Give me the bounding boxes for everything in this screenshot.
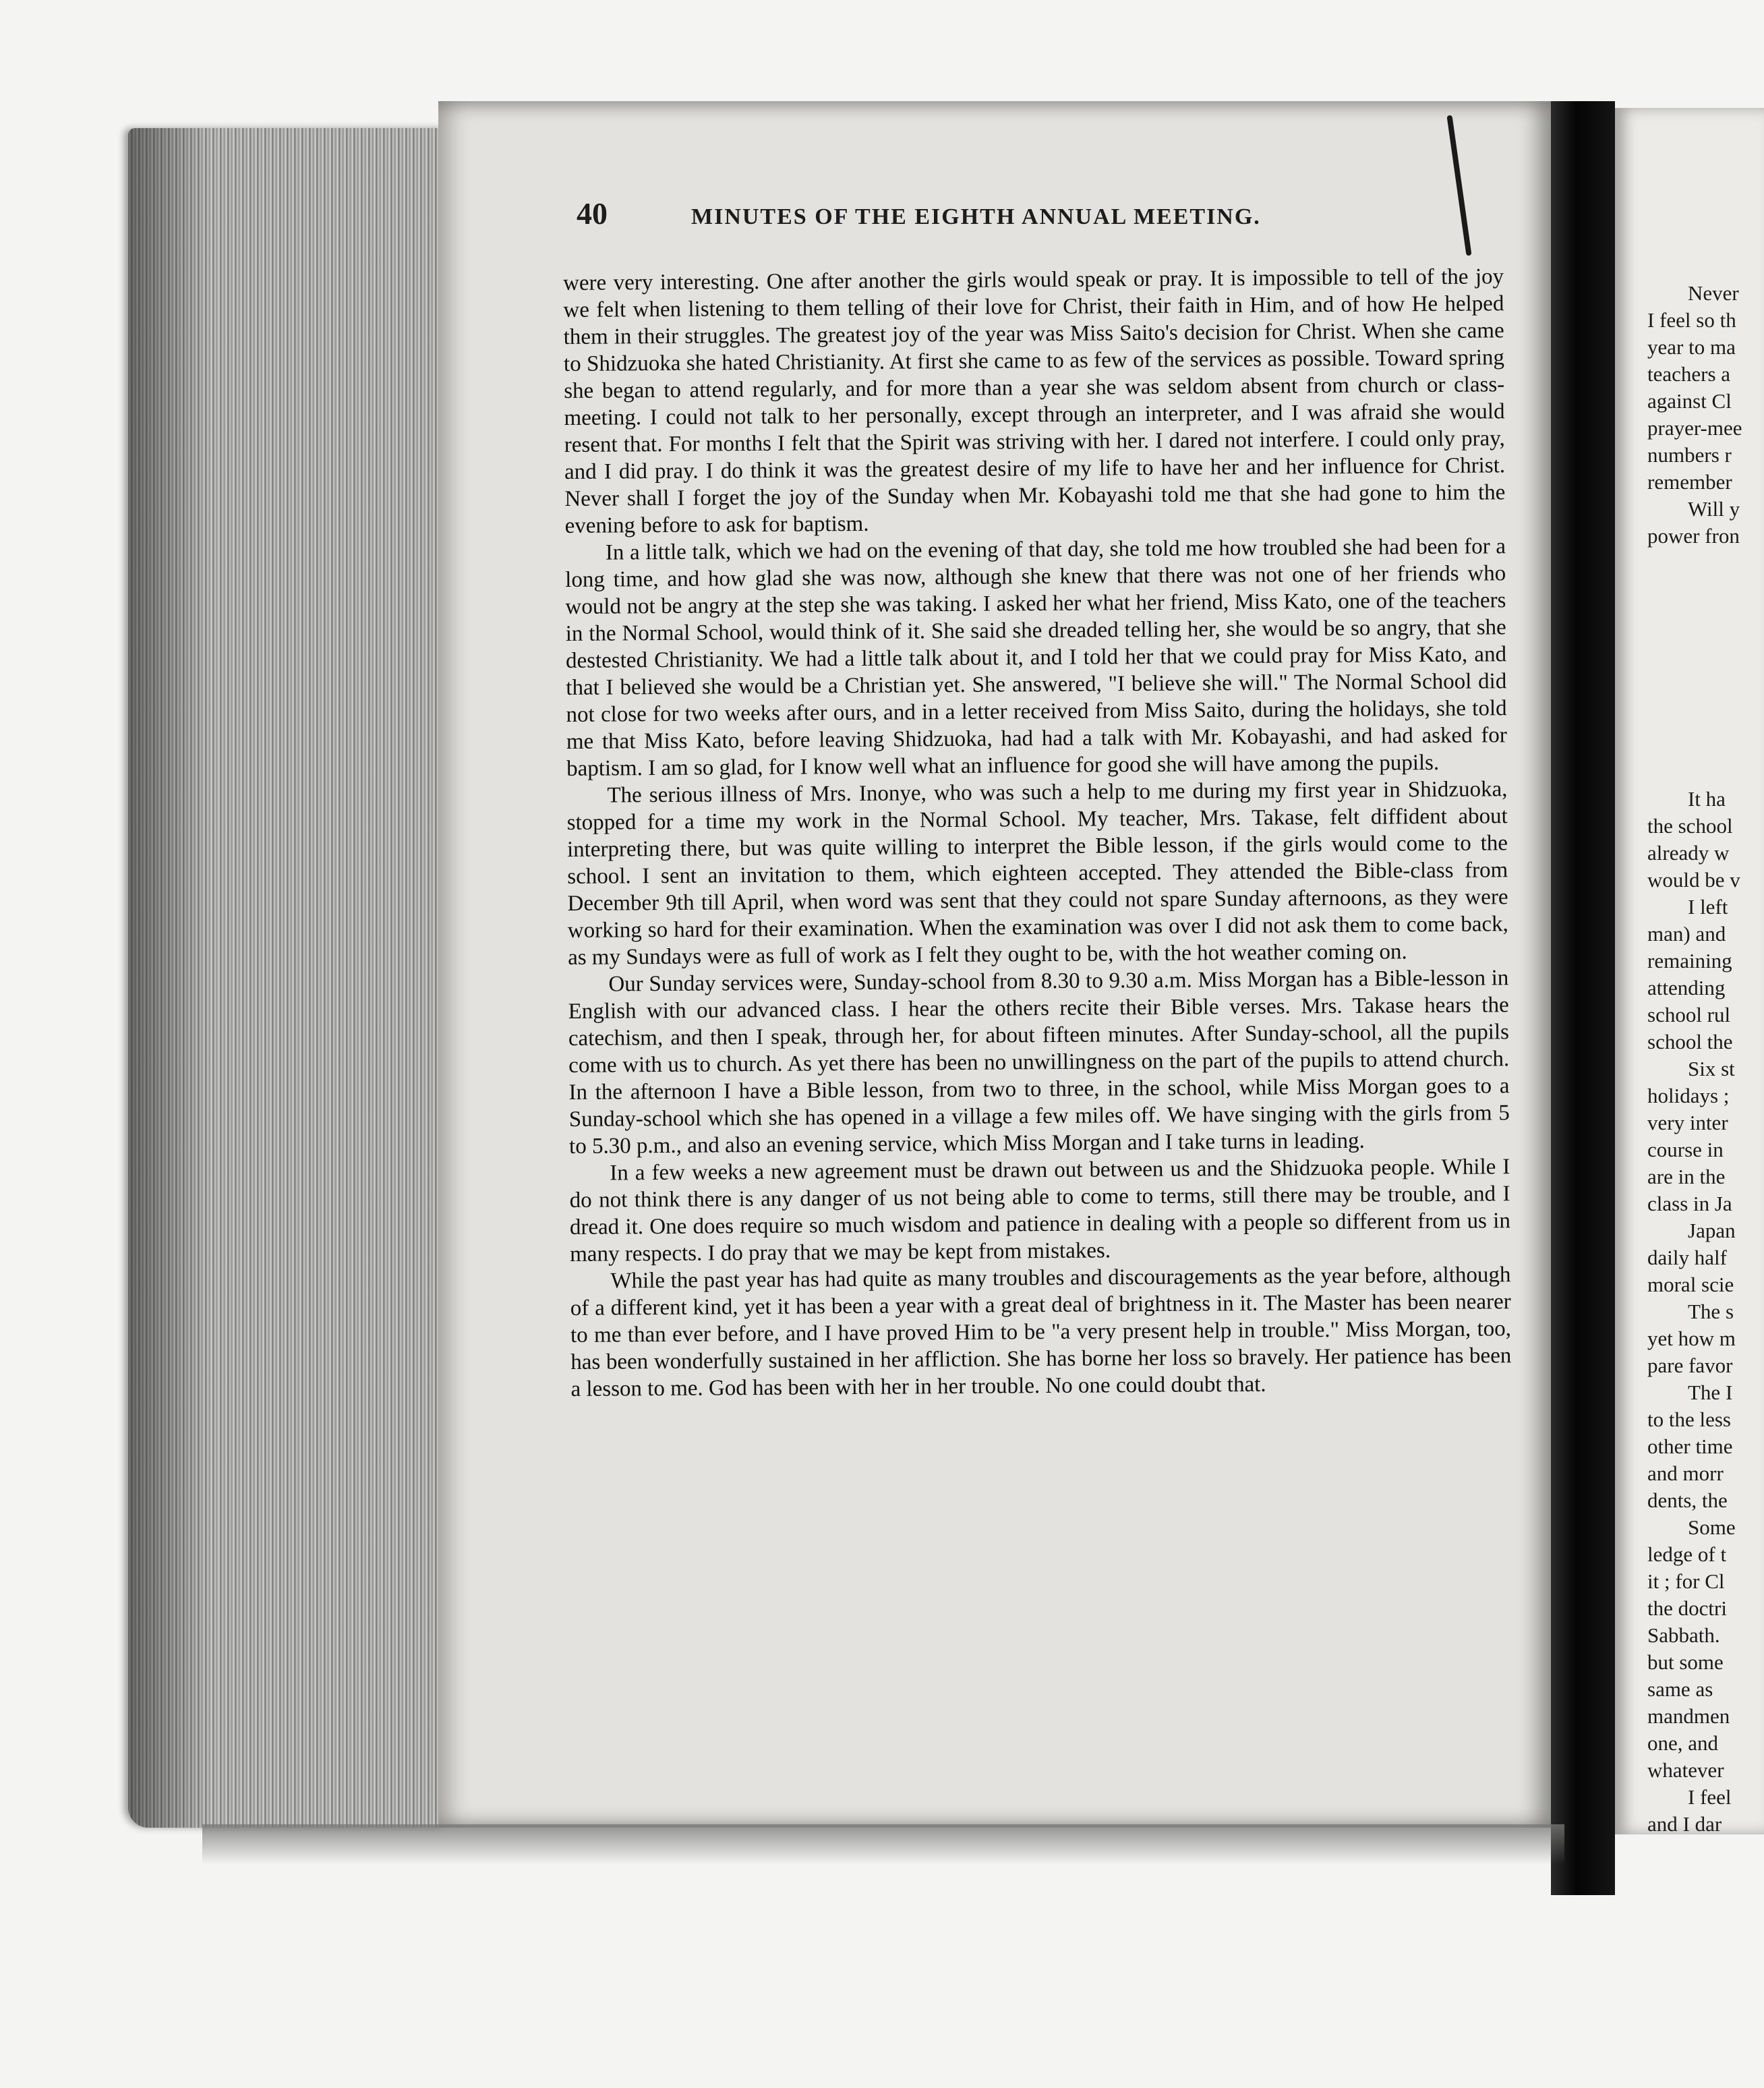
right-line: yet how m	[1647, 1327, 1736, 1350]
right-line: and morr	[1647, 1461, 1724, 1485]
right-line: daily half	[1647, 1246, 1727, 1269]
right-line: power fron	[1647, 524, 1740, 548]
right-line: are in the	[1647, 1165, 1726, 1188]
right-page-bottom-lines	[1647, 786, 1764, 1834]
right-line: attending	[1647, 976, 1726, 999]
right-line: ledge of t	[1647, 1542, 1727, 1566]
paragraph-1: were very interesting. One after another the girls would speak or pray. It is impossible to tell of the joy we felt when listening to them telling of their love for Christ, their faith in Him, and of how He helped them in their struggles. The greatest joy of the year was Miss Saito's decision for Christ. When she came to Shidzuoka she hated Christianity. At first she came to as few of the services as possible. Toward spring she began to attend regularly, and for more than a year she was seldom absent from church or class-meeting. I could not talk to her personally, except through an interpreter, and I was afraid she would resent that. For months I felt that the Spirit was striving with her. I dared not interfere. I could only pray, and I did pray. I do think it was the greatest desire of my life to have her and her influence for Christ. Never shall I forget the joy of the Sunday when Mr. Kobayashi told me that she had gone to him the evening before to ask for baptism.	[563, 264, 1506, 538]
right-line: the school	[1647, 814, 1733, 838]
right-line: I feel so th	[1647, 308, 1736, 332]
right-line: against Cl	[1647, 389, 1732, 413]
right-line: numbers r	[1647, 443, 1732, 467]
right-line: The s	[1688, 1300, 1734, 1323]
right-line: prayer-mee	[1647, 416, 1742, 440]
right-line: very inter	[1647, 1111, 1728, 1134]
page-edge-shadow	[128, 128, 209, 1828]
running-title: MINUTES OF THE EIGHTH ANNUAL MEETING.	[691, 204, 1261, 229]
right-line: Some	[1688, 1515, 1736, 1539]
right-line: and I dar	[1647, 1812, 1722, 1834]
paragraph-6: While the past year has had quite as many troubles and discouragements as the year before, although of a different kind, yet it has been a year with a great deal of brightness in it. The Master has been nearer to me than ever before, and I have proved Him to be "a very present help in trouble." Miss Morgan, too, has been wonderfully sustained in her affliction. She has borne her loss so bravely. Her patience has been a lesson to me. God has been with her in her trouble. No one could doubt that.	[570, 1263, 1512, 1401]
right-line: course in	[1647, 1138, 1724, 1161]
right-line: Japan	[1688, 1219, 1736, 1242]
right-line: holidays ;	[1647, 1084, 1730, 1107]
right-line: school the	[1647, 1030, 1733, 1053]
paragraph-2: In a little talk, which we had on the evening of that day, she told me how troubled she had been for a long time, and how glad she was now, although she knew that there was not one of her friends who would not be angry at the step she was taking. I asked her what her friend, Miss Kato, one of the teachers in the Normal School, would think of it. She said she dreaded telling her, she would be so angry, that she destested Christianity. We had a little talk about it, and I told her that we could pray for Miss Kato, and that I believed she would be a Christian yet. She answered, "I believe she will." The Normal School did not close for two weeks after ours, and in a letter received from Miss Saito, during the holidays, she told me that Miss Kato, before leaving Shidzuoka, had had a talk with Mr. Kobayashi, and had asked for baptism. I am so glad, for I know well what an influence for good she will have among the pupils.	[565, 534, 1507, 781]
right-line: the doctri	[1647, 1596, 1727, 1620]
right-line: teachers a	[1647, 362, 1731, 386]
right-line: I left	[1688, 895, 1728, 919]
right-line: would be v	[1647, 868, 1740, 892]
book-gutter	[1551, 101, 1615, 1895]
right-line: Will y	[1688, 497, 1740, 521]
right-line: but some	[1647, 1650, 1724, 1674]
paragraph-4: Our Sunday services were, Sunday-school from 8.30 to 9.30 a.m. Miss Morgan has a Bible-lesson in English with our advanced class. I hear the others recite their Bible verses. Mrs. Takase hears the catechism, and then I speak, through her, for about fifteen minutes. After Sunday-school, all the pupils come with us to church. As yet there has been no unwillingness on the part of the pupils to attend church. In the afternoon I have a Bible lesson, from two to three, in the school, while Miss Morgan goes to a Sunday-school which she has opened in a village a few miles off. We have singing with the girls from 5 to 5.30 p.m., and also an evening service, which Miss Morgan and I take turns in leading.	[568, 966, 1510, 1159]
body-text	[563, 263, 1512, 1403]
right-line: Six st	[1688, 1057, 1735, 1080]
right-line: whatever	[1647, 1758, 1724, 1782]
right-line: it ; for Cl	[1647, 1569, 1725, 1593]
page-number: 40	[577, 196, 608, 231]
right-line: other time	[1647, 1434, 1733, 1458]
right-line: I feel	[1688, 1785, 1732, 1809]
paragraph-5: In a few weeks a new agreement must be drawn out between us and the Shidzuoka people. While I do not think there is any danger of us not being able to come to terms, still there may be trouble, and I dread it. One does require so much wisdom and patience in dealing with a people so different from us in many respects. I do pray that we may be kept from mistakes.	[569, 1155, 1511, 1267]
right-line: to the less	[1647, 1408, 1731, 1431]
right-line: remaining	[1647, 949, 1732, 973]
right-line: The I	[1688, 1381, 1733, 1404]
right-page-top-lines	[1647, 280, 1764, 550]
right-page-cropped	[1615, 108, 1764, 1834]
page-bottom-shadow	[202, 1824, 1564, 1865]
running-head	[577, 196, 1379, 243]
right-line: Sabbath.	[1647, 1623, 1720, 1647]
right-line: remember	[1647, 470, 1732, 494]
right-line: Never	[1688, 281, 1739, 305]
paragraph-3: The serious illness of Mrs. Inonye, who was such a help to me during my first year in Shidzuoka, stopped for a time my work in the Normal School. My teacher, Mrs. Takase, felt diffident about interpreting there, but was quite willing to interpret the Bible lesson, if the girls would come to the school. I sent an invitation to them, which eighteen accepted. They attended the Bible-class from December 9th till April, when word was sent that they could not spare Sunday afternoons, as they were working so hard for their examination. When the examination was over I did not ask them to come back, as my Sundays were as full of work as I felt they ought to be, with the hot weather coming on.	[566, 777, 1508, 970]
right-line: pare favor	[1647, 1354, 1733, 1377]
right-line: same as	[1647, 1677, 1713, 1701]
right-line: one, and	[1647, 1731, 1719, 1755]
right-line: man) and	[1647, 922, 1726, 946]
right-line: It ha	[1688, 787, 1726, 811]
right-line: mandmen	[1647, 1704, 1730, 1728]
right-line: moral scie	[1647, 1273, 1734, 1296]
right-line: class in Ja	[1647, 1192, 1732, 1215]
right-line: already w	[1647, 841, 1730, 865]
right-line: year to ma	[1647, 335, 1736, 359]
right-line: school rul	[1647, 1003, 1731, 1026]
right-line: dents, the	[1647, 1488, 1728, 1512]
